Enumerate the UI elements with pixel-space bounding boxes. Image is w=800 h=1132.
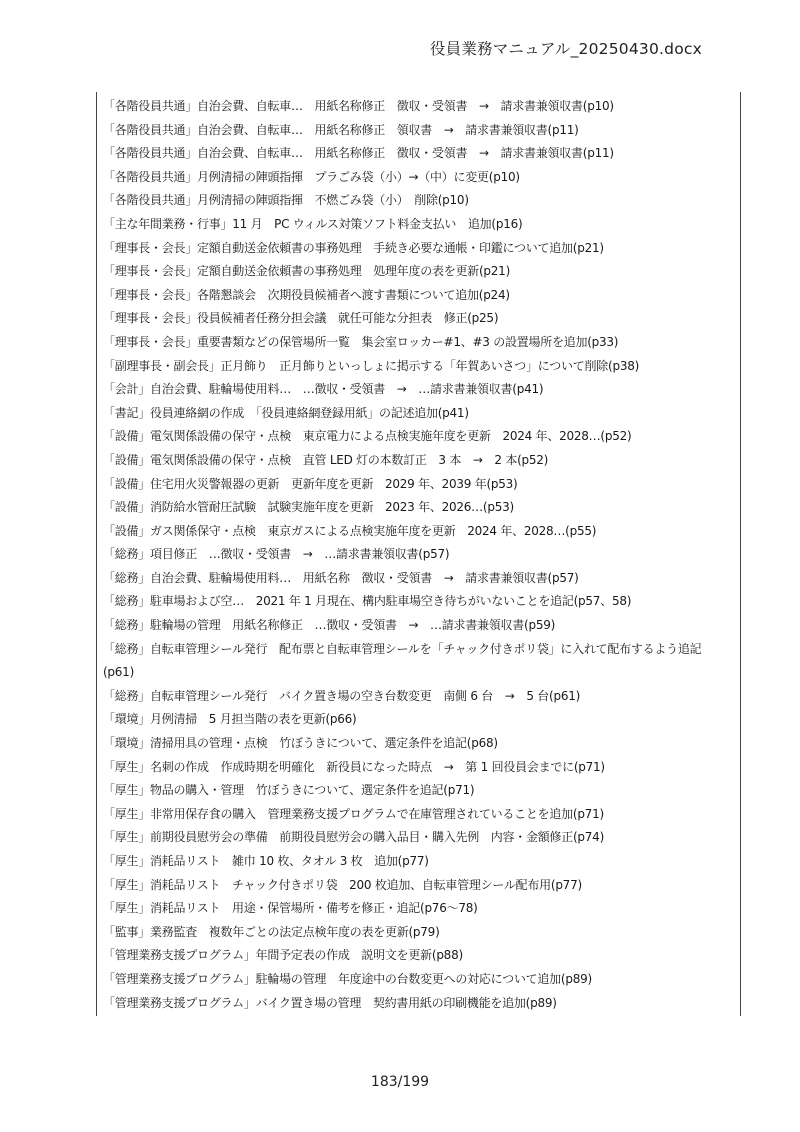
revision-entry: 「厚生」消耗品リスト 雑巾 10 枚、タオル 3 枚 追加(p77) <box>103 854 429 868</box>
document-filename-header: 役員業務マニュアル_20250430.docx <box>429 40 702 58</box>
revision-entry: 「総務」項目修正 …徴収・受領書 → …請求書兼領収書(p57) <box>103 547 450 562</box>
revision-entry: 「総務」駐輪場の管理 用紙名称修正 …徴収・受領書 → …請求書兼領収書(p59) <box>103 618 556 633</box>
revision-entry: 「設備」電気関係設備の保守・点検 直管 LED 灯の本数訂正 3 本 → 2 本(p52) <box>103 452 549 467</box>
revision-entry-list <box>103 95 731 1015</box>
revision-entry: 「各階役員共通」自治会費、自転車… 用紙名称修正 徴収・受領書 → 請求書兼領収書(p11) <box>103 146 614 161</box>
revision-entry: 「各階役員共通」自治会費、自転車… 用紙名称修正 領収書 → 請求書兼領収書(p11) <box>103 122 579 137</box>
revision-entry: 「書記」役員連絡網の作成 「役員連絡網登録用紙」の記述追加(p41) <box>103 405 469 420</box>
revision-entry: 「副理事長・副会長」正月飾り 正月飾りといっしょに掲示する「年賀あいさつ」について削除(p38) <box>103 358 640 373</box>
revision-entry: 「各階役員共通」月例清掃の陣頭指揮 プラごみ袋（小）→（中）に変更(p10) <box>103 169 520 184</box>
revision-entry: 「設備」住宅用火災警報器の更新 更新年度を更新 2029 年、2039 年(p53) <box>103 476 518 491</box>
revision-entry: 「管理業務支援プログラム」バイク置き場の管理 契約書用紙の印刷機能を追加(p89) <box>103 995 557 1010</box>
left-margin-rule <box>96 92 97 1016</box>
revision-entry: 「厚生」前期役員慰労会の準備 前期役員慰労会の購入品目・購入先例 内容・金額修正(p74) <box>103 830 605 845</box>
revision-entry: 「理事長・会長」定額自動送金依頼書の事務処理 処理年度の表を更新(p21) <box>103 264 511 279</box>
revision-entry: 「環境」清掃用具の管理・点検 竹ぼうきについて、選定条件を追記(p68) <box>103 736 498 751</box>
revision-entry: 「設備」電気関係設備の保守・点検 東京電力による点検実施年度を更新 2024 年、2028…(p52) <box>103 429 632 444</box>
revision-entry: 「理事長・会長」各階懇談会 次期役員候補者へ渡す書類について追加(p24) <box>103 287 510 302</box>
revision-entry: 「理事長・会長」役員候補者任務分担会議 就任可能な分担表 修正(p25) <box>103 311 499 326</box>
revision-entry: 「厚生」物品の購入・管理 竹ぼうきについて、選定条件を追記(p71) <box>103 783 475 798</box>
revision-entry: 「設備」ガス関係保守・点検 東京ガスによる点検実施年度を更新 2024 年、2028…(p55) <box>103 523 597 538</box>
revision-entry: 「理事長・会長」定額自動送金依頼書の事務処理 手続き必要な通帳・印鑑について追加(p21) <box>103 240 604 255</box>
revision-entry: 「総務」自転車管理シール発行 配布票と自転車管理シールを「チャック付きポリ袋」に入れて配布するよう追記(p61) <box>103 641 702 680</box>
revision-entry: 「総務」自治会費、駐輪場使用料… 用紙名称 徴収・受領書 → 請求書兼領収書(p57) <box>103 570 579 585</box>
revision-entry: 「厚生」消耗品リスト 用途・保管場所・備考を修正・追記(p76～78) <box>103 901 478 916</box>
page-number: 183/199 <box>370 1074 430 1090</box>
revision-entry: 「総務」駐車場および空… 2021 年 1 月現在、構内駐車場空き待ちがいないことを追記(p57、58) <box>103 594 632 609</box>
revision-entry: 「理事長・会長」重要書類などの保管場所一覧 集会室ロッカー#1、#3 の設置場所を追加(p33) <box>103 334 619 349</box>
revision-entry: 「監事」業務監査 複数年ごとの法定点検年度の表を更新(p79) <box>103 924 440 939</box>
revision-entry: 「管理業務支援プログラム」年間予定表の作成 説明文を更新(p88) <box>103 948 463 963</box>
revision-entry: 「会計」自治会費、駐輪場使用料… …徴収・受領書 → …請求書兼領収書(p41) <box>103 382 544 397</box>
revision-entry: 「総務」自転車管理シール発行 バイク置き場の空き台数変更 南側 6 台 → 5 台(p61) <box>103 688 581 703</box>
revision-entry: 「各階役員共通」月例清掃の陣頭指揮 不燃ごみ袋（小） 削除(p10) <box>103 193 469 208</box>
revision-entry: 「主な年間業務・行事」11 月 PC ウィルス対策ソフト料金支払い 追加(p16) <box>103 216 523 231</box>
revision-entry: 「設備」消防給水管耐圧試験 試験実施年度を更新 2023 年、2026…(p53) <box>103 500 514 515</box>
revision-entry: 「管理業務支援プログラム」駐輪場の管理 年度途中の台数変更への対応について追加(p89) <box>103 971 592 986</box>
right-margin-rule <box>740 92 741 1016</box>
revision-entry: 「環境」月例清掃 5 月担当階の表を更新(p66) <box>103 712 357 727</box>
revision-entry: 「厚生」名刺の作成 作成時期を明確化 新役員になった時点 → 第 1 回役員会までに(p71) <box>103 759 605 774</box>
revision-entry: 「各階役員共通」自治会費、自転車… 用紙名称修正 徴収・受領書 → 請求書兼領収書(p10) <box>103 99 614 113</box>
revision-entry: 「厚生」非常用保存食の購入 管理業務支援プログラムで在庫管理されていることを追加(p71) <box>103 806 604 821</box>
revision-entry: 「厚生」消耗品リスト チャック付きポリ袋 200 枚追加、自転車管理シール配布用(p77) <box>103 877 582 892</box>
